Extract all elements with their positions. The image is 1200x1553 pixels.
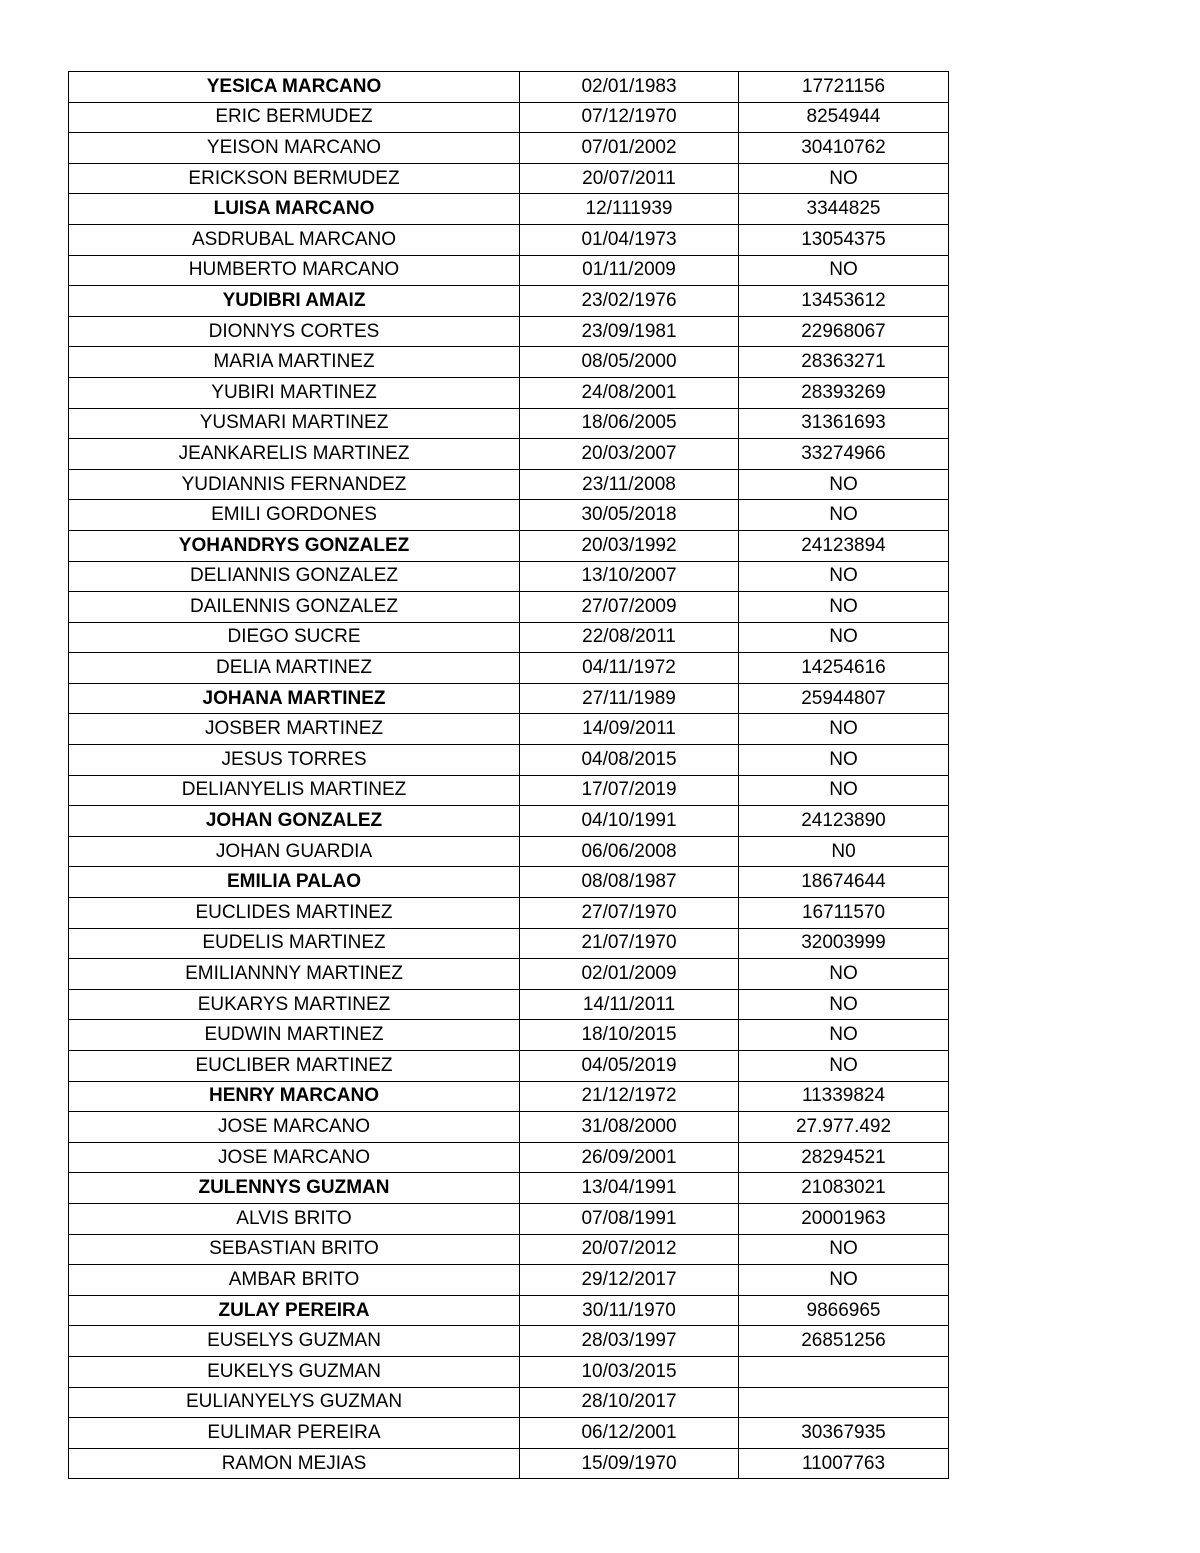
name-cell: EUDWIN MARTINEZ [69, 1020, 520, 1051]
table-row [69, 286, 949, 317]
id-number-cell: 33274966 [739, 439, 949, 470]
birth-date-cell: 23/02/1976 [520, 286, 739, 317]
birth-date-cell: 27/07/2009 [520, 592, 739, 623]
id-number-cell: 26851256 [739, 1326, 949, 1357]
name-cell: JOSBER MARTINEZ [69, 714, 520, 745]
birth-date-cell: 14/11/2011 [520, 989, 739, 1020]
table-row [69, 714, 949, 745]
table-row [69, 1295, 949, 1326]
id-number-cell: N0 [739, 836, 949, 867]
table-row [69, 194, 949, 225]
id-number-cell: NO [739, 1265, 949, 1296]
table-row [69, 316, 949, 347]
birth-date-cell: 18/10/2015 [520, 1020, 739, 1051]
table-row [69, 1203, 949, 1234]
table-row [69, 133, 949, 164]
birth-date-cell: 29/12/2017 [520, 1265, 739, 1296]
id-number-cell: 28294521 [739, 1142, 949, 1173]
id-number-cell: NO [739, 745, 949, 776]
id-number-cell: NO [739, 561, 949, 592]
id-number-cell: 16711570 [739, 898, 949, 929]
table-row [69, 806, 949, 837]
birth-date-cell: 28/03/1997 [520, 1326, 739, 1357]
table-row [69, 867, 949, 898]
birth-date-cell: 06/12/2001 [520, 1418, 739, 1449]
id-number-cell: 28393269 [739, 377, 949, 408]
id-number-cell: 22968067 [739, 316, 949, 347]
name-cell: ALVIS BRITO [69, 1203, 520, 1234]
birth-date-cell: 02/01/2009 [520, 959, 739, 990]
table-row [69, 255, 949, 286]
name-cell: HENRY MARCANO [69, 1081, 520, 1112]
birth-date-cell: 06/06/2008 [520, 836, 739, 867]
name-cell: YUDIBRI AMAIZ [69, 286, 520, 317]
name-cell: DELIANYELIS MARTINEZ [69, 775, 520, 806]
id-number-cell: 32003999 [739, 928, 949, 959]
name-cell: YEISON MARCANO [69, 133, 520, 164]
table-row [69, 530, 949, 561]
birth-date-cell: 21/12/1972 [520, 1081, 739, 1112]
table-row [69, 408, 949, 439]
birth-date-cell: 24/08/2001 [520, 377, 739, 408]
birth-date-cell: 20/07/2011 [520, 163, 739, 194]
id-number-cell: NO [739, 1051, 949, 1082]
table-row [69, 469, 949, 500]
id-number-cell: 8254944 [739, 102, 949, 133]
birth-date-cell: 31/08/2000 [520, 1112, 739, 1143]
name-cell: ZULAY PEREIRA [69, 1295, 520, 1326]
table-row [69, 1112, 949, 1143]
id-number-cell: 14254616 [739, 653, 949, 684]
name-cell: EULIMAR PEREIRA [69, 1418, 520, 1449]
name-cell: RAMON MEJIAS [69, 1448, 520, 1479]
name-cell: ERIC BERMUDEZ [69, 102, 520, 133]
birth-date-cell: 23/09/1981 [520, 316, 739, 347]
id-number-cell: NO [739, 622, 949, 653]
name-cell: LUISA MARCANO [69, 194, 520, 225]
birth-date-cell: 01/04/1973 [520, 224, 739, 255]
table-row [69, 959, 949, 990]
name-cell: YUSMARI MARTINEZ [69, 408, 520, 439]
name-cell: JOHAN GONZALEZ [69, 806, 520, 837]
id-number-cell: 31361693 [739, 408, 949, 439]
id-number-cell: 11339824 [739, 1081, 949, 1112]
birth-date-cell: 20/07/2012 [520, 1234, 739, 1265]
birth-date-cell: 07/01/2002 [520, 133, 739, 164]
birth-date-cell: 23/11/2008 [520, 469, 739, 500]
table-row [69, 347, 949, 378]
table-row [69, 775, 949, 806]
id-number-cell: NO [739, 775, 949, 806]
birth-date-cell: 21/07/1970 [520, 928, 739, 959]
table-row [69, 1051, 949, 1082]
table-row [69, 1448, 949, 1479]
name-cell: DIONNYS CORTES [69, 316, 520, 347]
name-cell: YOHANDRYS GONZALEZ [69, 530, 520, 561]
name-cell: ASDRUBAL MARCANO [69, 224, 520, 255]
id-number-cell: 9866965 [739, 1295, 949, 1326]
id-number-cell: NO [739, 163, 949, 194]
table-row [69, 683, 949, 714]
name-cell: SEBASTIAN BRITO [69, 1234, 520, 1265]
id-number-cell: 30367935 [739, 1418, 949, 1449]
birth-date-cell: 18/06/2005 [520, 408, 739, 439]
birth-date-cell: 22/08/2011 [520, 622, 739, 653]
id-number-cell: 13054375 [739, 224, 949, 255]
table-row [69, 928, 949, 959]
birth-date-cell: 27/07/1970 [520, 898, 739, 929]
id-number-cell: 30410762 [739, 133, 949, 164]
roster-table-body [69, 72, 949, 1479]
name-cell: EMILIA PALAO [69, 867, 520, 898]
id-number-cell: 27.977.492 [739, 1112, 949, 1143]
name-cell: EUKARYS MARTINEZ [69, 989, 520, 1020]
id-number-cell: 11007763 [739, 1448, 949, 1479]
birth-date-cell: 20/03/1992 [520, 530, 739, 561]
name-cell: JESUS TORRES [69, 745, 520, 776]
birth-date-cell: 26/09/2001 [520, 1142, 739, 1173]
table-row [69, 102, 949, 133]
name-cell: YUBIRI MARTINEZ [69, 377, 520, 408]
name-cell: MARIA MARTINEZ [69, 347, 520, 378]
birth-date-cell: 28/10/2017 [520, 1387, 739, 1418]
name-cell: DELIA MARTINEZ [69, 653, 520, 684]
name-cell: DAILENNIS GONZALEZ [69, 592, 520, 623]
table-row [69, 622, 949, 653]
table-row [69, 1234, 949, 1265]
id-number-cell: NO [739, 1020, 949, 1051]
birth-date-cell: 30/05/2018 [520, 500, 739, 531]
birth-date-cell: 04/08/2015 [520, 745, 739, 776]
table-row [69, 163, 949, 194]
id-number-cell: 24123894 [739, 530, 949, 561]
birth-date-cell: 13/04/1991 [520, 1173, 739, 1204]
id-number-cell: NO [739, 469, 949, 500]
table-row [69, 989, 949, 1020]
birth-date-cell: 04/10/1991 [520, 806, 739, 837]
id-number-cell: 28363271 [739, 347, 949, 378]
table-row [69, 561, 949, 592]
birth-date-cell: 27/11/1989 [520, 683, 739, 714]
name-cell: JEANKARELIS MARTINEZ [69, 439, 520, 470]
table-row [69, 1020, 949, 1051]
birth-date-cell: 12/111939 [520, 194, 739, 225]
id-number-cell: NO [739, 989, 949, 1020]
name-cell: DELIANNIS GONZALEZ [69, 561, 520, 592]
name-cell: EMILIANNNY MARTINEZ [69, 959, 520, 990]
name-cell: JOSE MARCANO [69, 1112, 520, 1143]
name-cell: HUMBERTO MARCANO [69, 255, 520, 286]
id-number-cell: NO [739, 1234, 949, 1265]
birth-date-cell: 02/01/1983 [520, 72, 739, 103]
name-cell: AMBAR BRITO [69, 1265, 520, 1296]
table-row [69, 1142, 949, 1173]
table-row [69, 1326, 949, 1357]
name-cell: JOHANA MARTINEZ [69, 683, 520, 714]
name-cell: EUCLIBER MARTINEZ [69, 1051, 520, 1082]
name-cell: JOHAN GUARDIA [69, 836, 520, 867]
id-number-cell: NO [739, 714, 949, 745]
birth-date-cell: 20/03/2007 [520, 439, 739, 470]
birth-date-cell: 04/05/2019 [520, 1051, 739, 1082]
id-number-cell: 25944807 [739, 683, 949, 714]
birth-date-cell: 08/05/2000 [520, 347, 739, 378]
id-number-cell: NO [739, 255, 949, 286]
table-row [69, 1418, 949, 1449]
id-number-cell: 17721156 [739, 72, 949, 103]
birth-date-cell: 17/07/2019 [520, 775, 739, 806]
roster-table [68, 71, 949, 1479]
name-cell: EUKELYS GUZMAN [69, 1356, 520, 1387]
name-cell: YUDIANNIS FERNANDEZ [69, 469, 520, 500]
birth-date-cell: 13/10/2007 [520, 561, 739, 592]
table-row [69, 377, 949, 408]
table-row [69, 745, 949, 776]
id-number-cell: NO [739, 592, 949, 623]
birth-date-cell: 04/11/1972 [520, 653, 739, 684]
name-cell: EUDELIS MARTINEZ [69, 928, 520, 959]
birth-date-cell: 07/12/1970 [520, 102, 739, 133]
name-cell: ZULENNYS GUZMAN [69, 1173, 520, 1204]
table-row [69, 1356, 949, 1387]
id-number-cell [739, 1387, 949, 1418]
table-row [69, 1081, 949, 1112]
id-number-cell: 21083021 [739, 1173, 949, 1204]
birth-date-cell: 08/08/1987 [520, 867, 739, 898]
table-row [69, 1173, 949, 1204]
id-number-cell: 20001963 [739, 1203, 949, 1234]
name-cell: EMILI GORDONES [69, 500, 520, 531]
name-cell: YESICA MARCANO [69, 72, 520, 103]
table-row [69, 72, 949, 103]
birth-date-cell: 07/08/1991 [520, 1203, 739, 1234]
table-row [69, 592, 949, 623]
birth-date-cell: 14/09/2011 [520, 714, 739, 745]
spreadsheet-page [68, 71, 948, 1479]
table-row [69, 1387, 949, 1418]
id-number-cell: 18674644 [739, 867, 949, 898]
table-row [69, 1265, 949, 1296]
table-row [69, 653, 949, 684]
name-cell: EUSELYS GUZMAN [69, 1326, 520, 1357]
id-number-cell [739, 1356, 949, 1387]
id-number-cell: 24123890 [739, 806, 949, 837]
birth-date-cell: 01/11/2009 [520, 255, 739, 286]
id-number-cell: 13453612 [739, 286, 949, 317]
name-cell: EULIANYELYS GUZMAN [69, 1387, 520, 1418]
birth-date-cell: 30/11/1970 [520, 1295, 739, 1326]
name-cell: EUCLIDES MARTINEZ [69, 898, 520, 929]
table-row [69, 898, 949, 929]
table-row [69, 500, 949, 531]
id-number-cell: 3344825 [739, 194, 949, 225]
id-number-cell: NO [739, 500, 949, 531]
id-number-cell: NO [739, 959, 949, 990]
name-cell: ERICKSON BERMUDEZ [69, 163, 520, 194]
birth-date-cell: 10/03/2015 [520, 1356, 739, 1387]
table-row [69, 224, 949, 255]
name-cell: JOSE MARCANO [69, 1142, 520, 1173]
birth-date-cell: 15/09/1970 [520, 1448, 739, 1479]
table-row [69, 439, 949, 470]
table-row [69, 836, 949, 867]
name-cell: DIEGO SUCRE [69, 622, 520, 653]
